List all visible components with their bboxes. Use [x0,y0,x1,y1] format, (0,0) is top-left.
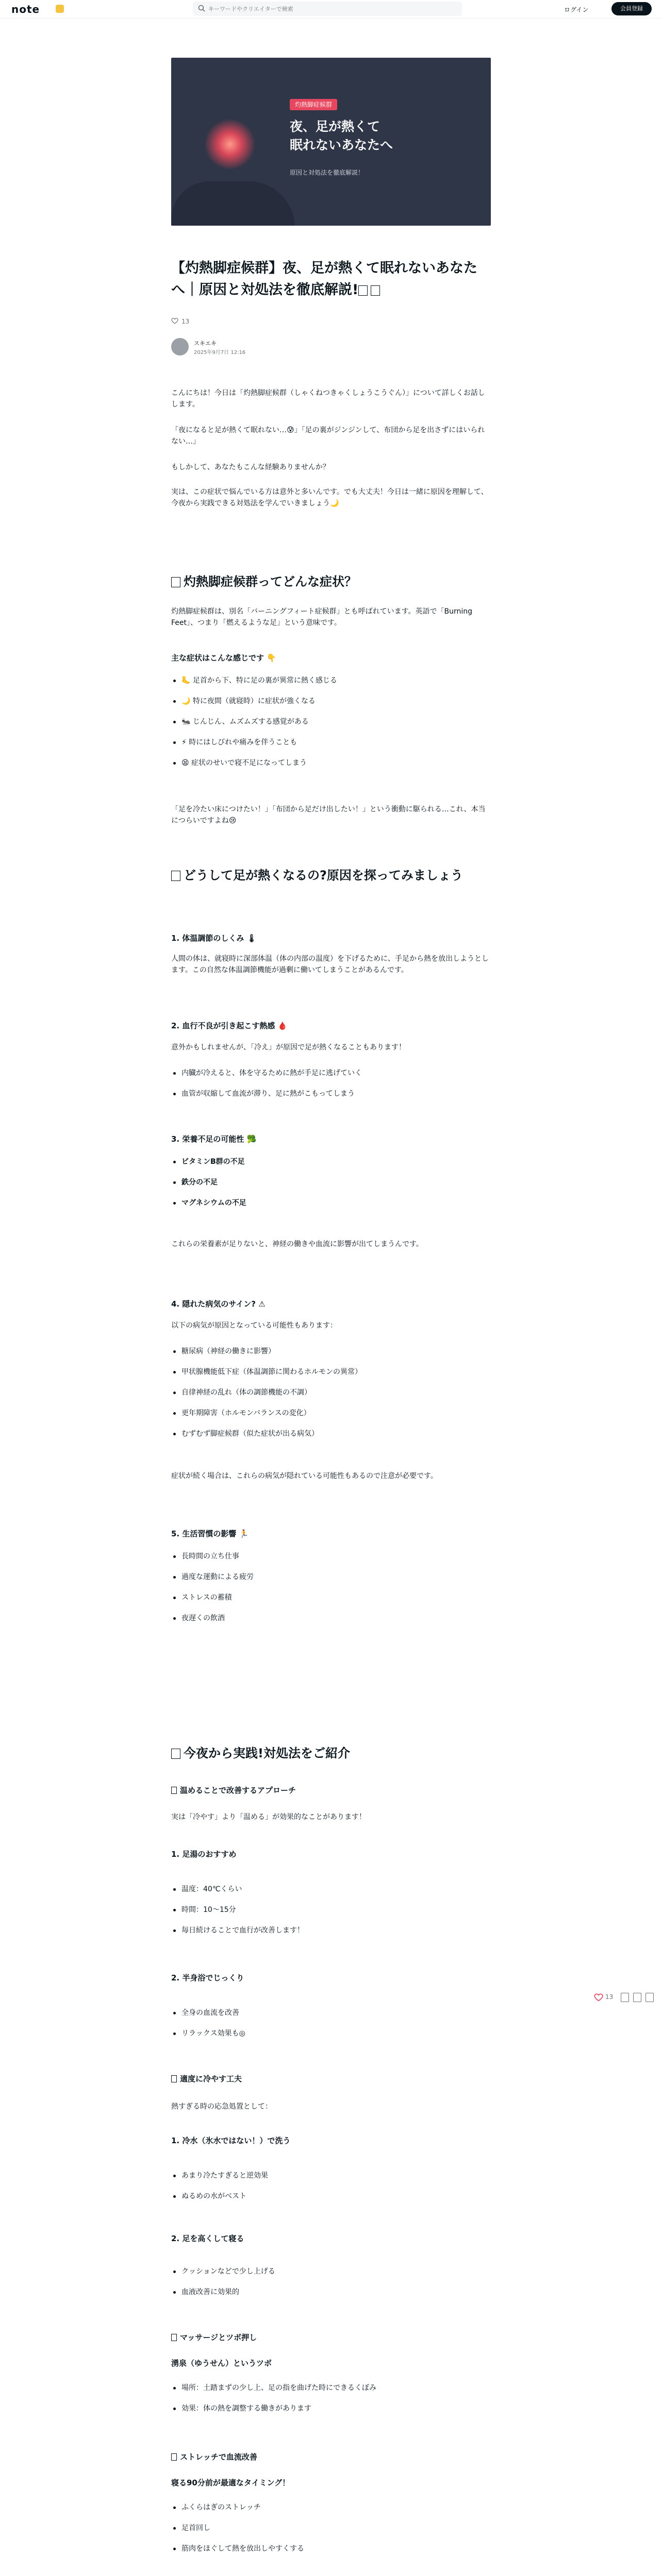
subheading: 寝る90分前が最適なタイミング！ [171,2478,290,2487]
subheading: 1. 冷水（氷水ではない！）で洗う [171,2136,291,2145]
list-item: 過度な運動による疲労 [171,1571,491,1583]
list-item: 甲状腺機能低下症（体温調節に関わるホルモンの異常） [171,1366,491,1378]
subheading: 湧泉（ゆうせん）というツボ [171,2359,272,2368]
stretch-list [171,2502,491,2564]
section-heading-text: どうして足が熱くなるの?原因を探ってみましょう [184,868,463,883]
eyecatch-hill-shape [171,181,295,226]
nutrient-list [171,1156,491,1218]
cool-list [171,2170,491,2211]
intro-paragraph: 「夜になると足が熱くて眠れない…😰」「足の裏がジンジンして、布団から足を出さずにはいられない…」 [171,426,485,446]
tsubo-list [171,2382,491,2424]
author-name[interactable]: スキエキ [194,340,217,347]
avatar[interactable] [171,338,189,355]
section-heading [171,573,491,590]
subheading: 1. 体温調節のしくみ 🌡 [171,934,257,943]
subheading [171,2073,491,2084]
emoji-placeholder-icon [371,285,380,296]
list-item: 自律神経の乱れ（体の調節機能の不調） [171,1387,491,1398]
signup-button[interactable]: 会員登録 [611,2,652,15]
heart-icon [171,317,178,325]
list-item: 😫 症状のせいで寝不足になってしまう [171,757,491,769]
like-count: 13 [181,318,190,325]
paragraph: 症状が続く場合は、これらの病気が隠れている可能性もあるので注意が必要です。 [171,1472,438,1480]
list-item: 夜遅くの飲酒 [171,1613,491,1624]
footbath-list [171,1884,491,1945]
list-item: 筋肉をほぐして熱を放出しやすくする [171,2543,491,2554]
list-item: 毎日続けることで血行が改善します！ [171,1925,491,1936]
floating-actions [594,1992,656,2004]
subheading [171,2332,491,2343]
note-logo[interactable]: note [11,3,40,15]
eyecatch-title-line1: 夜、足が熱くて [290,119,380,134]
intro-paragraph: 実は、この症状で悩んでいる方は意外と多いんです。でも大丈夫！今日は一緒に原因を理解して、今夜から実践できる対処法を学んでいきましょう🌙 [171,488,488,507]
like-area[interactable] [171,317,189,325]
subheading-text: マッサージとツボ押し [180,2333,257,2342]
halfbath-list [171,2007,491,2048]
bookmark-icon[interactable] [633,1993,641,2002]
subheading: 2. 血行不良が引き起こす熱感 🩸 [171,1021,288,1030]
paragraph: 熱すぎる時の応急処置として： [171,2103,272,2111]
list-item: 🐜 じんじん、ムズムズする感覚がある [171,716,491,727]
subheading-text: 温めることで改善するアプローチ [180,1786,296,1795]
list-item: ⚡ 時にはしびれや痛みを伴うことも [171,737,491,748]
intro-paragraph: こんにちは！今日は「灼熱脚症候群（しゃくねつきゃくしょうこうぐん）」について詳しくお話しします。 [171,389,485,409]
search-icon [198,5,205,12]
eyecatch-subtitle: 原因と対処法を徹底解説！ [290,169,365,176]
comment-icon[interactable] [621,1993,629,2002]
emoji-placeholder-icon [171,2453,177,2461]
list-item: 🌙 特に夜間（就寝時）に症状が強くなる [171,696,491,707]
subheading: 1. 足湯のおすすめ [171,1850,237,1859]
subheading: 2. 半身浴でじっくり [171,1973,244,1982]
login-link[interactable]: ログイン [564,6,589,13]
elevate-list [171,2266,491,2307]
eyecatch-glow-icon [204,118,256,170]
subheading: 3. 栄養不足の可能性 🥦 [171,1134,257,1144]
emoji-placeholder-icon [171,1749,180,1759]
emoji-placeholder-icon [171,871,180,881]
emoji-placeholder-icon [171,577,180,587]
publish-date: 2025年9月7日 12:16 [194,350,246,355]
symptom-list [171,675,491,778]
paragraph: 意外かもしれませんが、「冷え」が原因で足が熱くなることもあります！ [171,1043,406,1052]
eyecatch-tag: 灼熱脚症候群 [290,99,337,110]
list-item: 血液改善に効果的 [171,2286,491,2298]
emoji-placeholder-icon [358,285,368,296]
section-heading-text: 灼熱脚症候群ってどんな症状？ [184,574,357,589]
list-item: 全身の血流を改善 [171,2007,491,2019]
list-item: リラックス効果も◎ [171,2028,491,2039]
paragraph: 灼熱脚症候群は、別名「バーニングフィート症候群」とも呼ばれています。英語で「Burning Feet」、つまり「燃えるような足」という意味です。 [171,607,472,627]
section-heading [171,1744,491,1762]
intro-paragraph: もしかして、あなたもこんな経験ありませんか？ [171,463,330,471]
list-item: ふくらはぎのストレッチ [171,2502,491,2513]
share-icon[interactable] [646,1993,654,2002]
cause-list [171,1067,491,1109]
list-item: 長時間の立ち仕事 [171,1551,491,1562]
subheading: 5. 生活習慣の影響 🏃 [171,1529,249,1538]
list-item: 🦶 足首から下、特に足の裏が異常に熱く感じる [171,675,491,686]
subheading [171,1785,491,1796]
eyecatch-title [290,117,475,155]
article-title [171,258,491,301]
disease-list [171,1346,491,1449]
lifestyle-list [171,1551,491,1633]
list-item: ビタミンB群の不足 [171,1156,491,1167]
paragraph: 「足を冷たい床につけたい！」「布団から足だけ出したい！」という衝動に駆られる…これ、本当につらいですよね😢 [171,805,486,825]
list-item: 鉄分の不足 [171,1177,491,1188]
search-bar[interactable] [193,2,462,16]
list-item: あまり冷たすぎると逆効果 [171,2170,491,2181]
list-item: 効果：体の熱を調整する働きがあります [171,2403,491,2414]
subheading: 2. 足を高くして寝る [171,2234,244,2243]
section-heading-text: 今夜から実践!対処法をご紹介 [184,1746,350,1760]
top-navigation [0,0,662,19]
subheading [171,2451,491,2463]
paragraph: 人間の体は、就寝時に深部体温（体の内部の温度）を下げるために、手足から熱を放出しようとします。この自然な体温調節機能が過剰に働いてしまうことがあるんです。 [171,955,489,974]
list-item: クッションなどで少し上げる [171,2266,491,2277]
article-title-text: 【灼熱脚症候群】夜、足が熱くて眠れないあなたへ｜原因と対処法を徹底解説! [171,260,477,298]
list-item: 糖尿病（神経の働きに影響） [171,1346,491,1357]
list-item: ストレスの蓄積 [171,1592,491,1603]
emoji-placeholder-icon [171,1787,177,1794]
list-item: 場所：土踏まずの少し上、足の指を曲げた時にできるくぼみ [171,2382,491,2394]
premium-badge-icon [56,5,64,13]
paragraph: これらの栄養素が足りないと、神経の働きや血流に影響が出てしまうんです。 [171,1240,423,1248]
list-item: 温度：40℃くらい [171,1884,491,1895]
paragraph: 以下の病気が原因となっている可能性もあります： [171,1321,337,1330]
list-item: むずむず脚症候群（似た症状が出る病気） [171,1428,491,1439]
eyecatch-title-line2: 眠れないあなたへ [290,138,393,152]
like-count: 13 [605,1993,614,2001]
like-heart-icon[interactable] [594,1993,603,2002]
search-input[interactable] [208,2,456,16]
section-heading [171,867,491,884]
list-item: マグネシウムの不足 [171,1197,491,1209]
emoji-placeholder-icon [171,2334,177,2341]
emoji-placeholder-icon [171,2075,177,2082]
subheading: 4. 隠れた病気のサイン? ⚠ [171,1299,266,1309]
list-item: 内臓が冷えると、体を守るために熱が手足に逃げていく [171,1067,491,1079]
eyecatch-image [171,58,491,226]
list-item: 時間：10〜15分 [171,1904,491,1916]
list-item: 更年期障害（ホルモンバランスの変化） [171,1408,491,1419]
subheading: 主な症状はこんな感じです 👇 [171,653,276,663]
list-item: 足首回し [171,2522,491,2534]
paragraph: 実は「冷やす」より「温める」が効果的なことがあります！ [171,1813,366,1821]
subheading-text: 適度に冷やす工夫 [180,2074,242,2083]
subheading-text: ストレッチで血流改善 [180,2452,257,2462]
list-item: ぬるめの水がベスト [171,2191,491,2202]
list-item: 血管が収縮して血流が滞り、足に熱がこもってしまう [171,1088,491,1099]
